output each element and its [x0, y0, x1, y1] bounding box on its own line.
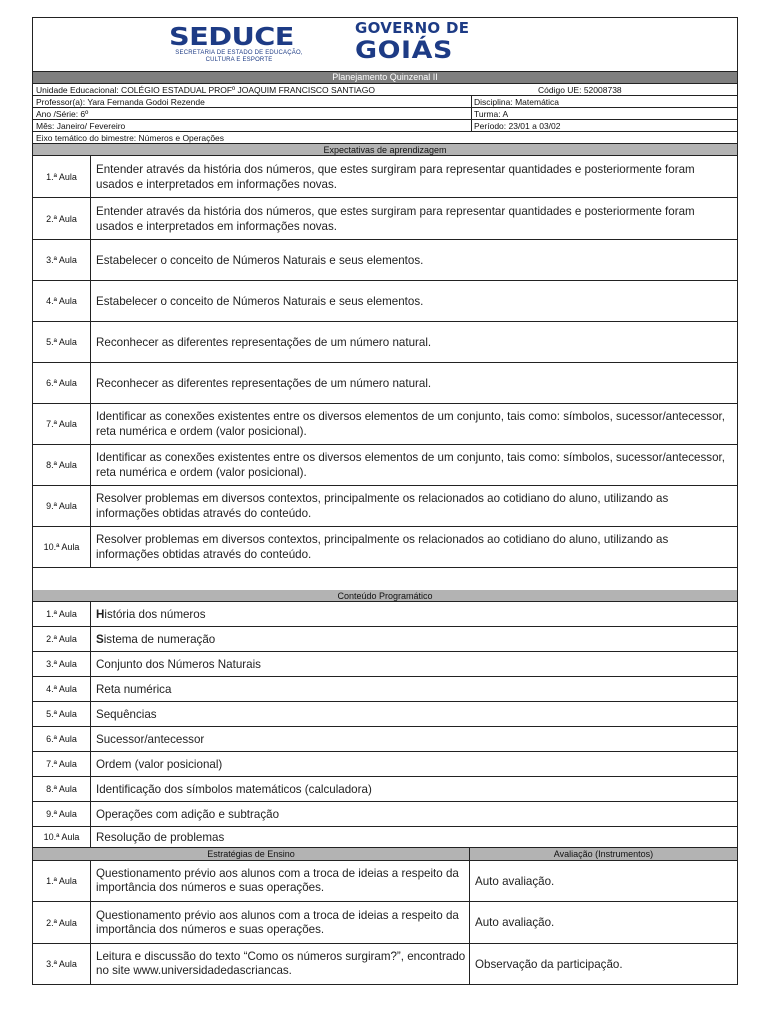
estrategia-text: Questionamento prévio aos alunos com a troca de ideias a respeito da importância dos números e suas operações.	[96, 867, 459, 894]
expectativa-row	[33, 156, 737, 198]
expectativa-text: Estabelecer o conceito de Números Naturais e seus elementos.	[96, 294, 424, 308]
aula-number: 3.ª Aula	[33, 944, 91, 984]
professor-field: Professor(a): Yara Fernanda Godoi Rezende	[36, 97, 205, 107]
aula-number: 4.ª Aula	[33, 281, 91, 321]
conteudo-row	[33, 602, 737, 627]
aula-number: 2.ª Aula	[33, 198, 91, 239]
sheet-title: Planejamento Quinzenal II	[33, 72, 737, 84]
aula-number: 9.ª Aula	[33, 486, 91, 526]
expectativa-row	[33, 445, 737, 486]
expectativa-text: Estabelecer o conceito de Números Naturais e seus elementos.	[96, 253, 424, 267]
aula-number: 10.ª Aula	[33, 827, 91, 847]
aula-number: 8.ª Aula	[33, 445, 91, 485]
estrategias-header-label: Estratégias de Ensino	[207, 849, 295, 859]
conteudo-row	[33, 702, 737, 727]
aula-number: 5.ª Aula	[33, 322, 91, 362]
governo-logo-top: GOVERNO DE	[355, 19, 470, 37]
conteudo-row	[33, 802, 737, 827]
expectativa-text: Resolver problemas em diversos contextos, principalmente os relacionados ao cotidiano do aluno, utilizando as informações obtidas através do conteúdo.	[96, 533, 669, 561]
aula-number: 7.ª Aula	[33, 752, 91, 776]
conteudo-initial: H	[96, 607, 105, 621]
expectativa-row	[33, 198, 737, 240]
conteudo-text: Operações com adição e subtração	[96, 807, 280, 821]
aula-number: 6.ª Aula	[33, 727, 91, 751]
estrategia-row	[33, 902, 737, 944]
conteudo-row	[33, 727, 737, 752]
seduce-logo-word: SEDUCE	[169, 22, 294, 51]
expectativa-text: Entender através da história dos números, que estes surgiram para representar quantidades e posteriormente foram usados e interpretados em informações novas.	[96, 162, 695, 191]
conteudo-text: Sucessor/antecessor	[96, 732, 205, 746]
expectativa-row	[33, 486, 737, 527]
turma-field: Turma: A	[474, 109, 509, 119]
estrategias-header	[33, 848, 737, 861]
expectativa-text: Identificar as conexões existentes entre os diversos elementos de um conjunto, tais como: símbolos, sucessor/antecessor, reta numérica e ordem (valor posicional).	[96, 410, 725, 438]
expectativa-row	[33, 281, 737, 322]
governo-logo-big: GOIÁS	[355, 36, 453, 64]
conteudo-rest: istória dos números	[104, 607, 206, 621]
expectativa-row	[33, 363, 737, 404]
aula-number: 3.ª Aula	[33, 652, 91, 676]
logo-header	[33, 18, 737, 72]
conteudo-row	[33, 627, 737, 652]
conteudo-text	[96, 602, 731, 626]
estrategia-text: Questionamento prévio aos alunos com a troca de ideias a respeito da importância dos números e suas operações.	[96, 908, 459, 936]
avaliacao-text: Observação da participação.	[475, 957, 623, 971]
conteudo-text: Reta numérica	[96, 682, 172, 696]
conteudo-text: Identificação dos símbolos matemáticos (calculadora)	[96, 782, 372, 796]
aula-number: 1.ª Aula	[33, 156, 91, 197]
conteudo-initial: S	[96, 632, 104, 646]
estrategia-row	[33, 861, 737, 902]
expectativa-text: Reconhecer as diferentes representações de um número natural.	[96, 335, 432, 349]
aula-number: 7.ª Aula	[33, 404, 91, 444]
info-row-eixo	[33, 132, 737, 144]
info-row-ano	[33, 108, 737, 120]
aula-number: 9.ª Aula	[33, 802, 91, 826]
expectativa-row	[33, 322, 737, 363]
estrategia-row	[33, 944, 737, 984]
conteudo-rest: istema de numeração	[103, 632, 216, 646]
aula-number: 10.ª Aula	[33, 527, 91, 567]
conteudo-text: Resolução de problemas	[96, 830, 225, 844]
conteudo-row	[33, 777, 737, 802]
codigo-field: Código UE: 52008738	[538, 85, 622, 95]
disciplina-field: Disciplina: Matemática	[474, 97, 560, 107]
expectativas-header: Expectativas de aprendizagem	[33, 144, 737, 156]
conteudo-row	[33, 827, 737, 848]
info-row-professor	[33, 96, 737, 108]
mes-field: Mês: Janeiro/ Fevereiro	[36, 121, 126, 131]
aula-number: 5.ª Aula	[33, 702, 91, 726]
conteudo-header: Conteúdo Programático	[33, 590, 737, 602]
info-row-unidade	[33, 84, 737, 96]
avaliacao-text: Auto avaliação.	[475, 916, 555, 929]
ano-field: Ano /Série: 6º	[36, 109, 89, 119]
aula-number: 6.ª Aula	[33, 363, 91, 403]
planning-sheet	[32, 17, 738, 985]
info-row-mes	[33, 120, 737, 132]
aula-number: 2.ª Aula	[33, 627, 91, 651]
eixo-field: Eixo temático do bimestre: Números e Operações	[36, 133, 225, 143]
aula-number: 1.ª Aula	[33, 602, 91, 626]
aula-number: 3.ª Aula	[33, 240, 91, 280]
conteudo-row	[33, 677, 737, 702]
expectativa-text: Entender através da história dos números, que estes surgiram para representar quantidades e posteriormente foram usados e interpretados em informações novas.	[96, 204, 695, 233]
conteudo-text: Conjunto dos Números Naturais	[96, 657, 261, 671]
conteudo-text: Ordem (valor posicional)	[96, 757, 223, 771]
estrategia-text: Leitura e discussão do texto “Como os números surgiram?”, encontrado no site www.universidadedascriancas.	[96, 950, 466, 977]
expectativa-row	[33, 527, 737, 568]
expectativa-text: Reconhecer as diferentes representações de um número natural.	[96, 376, 432, 390]
periodo-field: Período: 23/01 a 03/02	[474, 121, 561, 131]
aula-number: 8.ª Aula	[33, 777, 91, 801]
seduce-logo-subtitle: SECRETARIA DE ESTADO DE EDUCAÇÃO, CULTURA E ESPORTE	[175, 50, 303, 63]
conteudo-text: Sequências	[96, 707, 157, 721]
expectativa-text: Identificar as conexões existentes entre os diversos elementos de um conjunto, tais como: símbolos, sucessor/antecessor, reta numérica e ordem (valor posicional).	[96, 451, 725, 479]
conteudo-row	[33, 652, 737, 677]
unidade-field: Unidade Educacional: COLÉGIO ESTADUAL PROFº JOAQUIM FRANCISCO SANTIAGO	[36, 85, 375, 95]
expectativa-row	[33, 404, 737, 445]
avaliacao-header-label: Avaliação (Instrumentos)	[553, 849, 654, 859]
avaliacao-text: Auto avaliação.	[475, 874, 555, 888]
governo-goias-logo	[355, 20, 505, 68]
expectativa-row	[33, 240, 737, 281]
conteudo-row	[33, 752, 737, 777]
aula-number: 2.ª Aula	[33, 902, 91, 943]
expectativa-text: Resolver problemas em diversos contextos, principalmente os relacionados ao cotidiano do aluno, utilizando as informações obtidas através do conteúdo.	[96, 492, 669, 520]
aula-number: 4.ª Aula	[33, 677, 91, 701]
aula-number: 1.ª Aula	[33, 861, 91, 901]
conteudo-text	[96, 627, 731, 651]
seduce-logo	[169, 24, 329, 68]
